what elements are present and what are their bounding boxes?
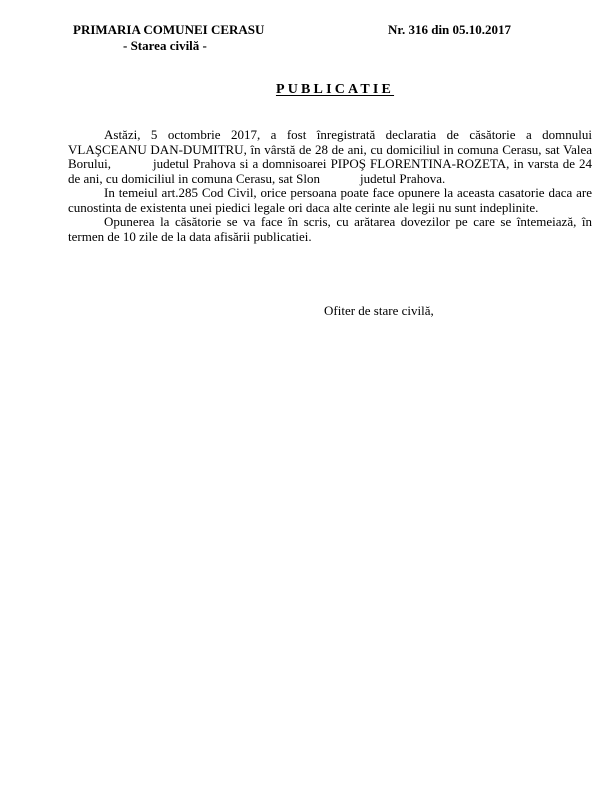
declaration-middle: judetul Prahova si a domnisoarei PIPOŞ FLORENTINA-ROZETA, in varsta de 24 de ani, cu domiciliul in comuna Cerasu, sat Slon — [68, 156, 592, 186]
registration-number: Nr. 316 din 05.10.2017 — [388, 22, 512, 37]
declaration-intro: Astăzi, 5 octombrie 2017, a fost înregistrată declaratia de căsătorie a domnului VLAŞCEANU DAN-DUMITRU, în vârstă de 28 de ani, cu domiciliul in comuna Cerasu, sat Valea Borului, — [68, 127, 592, 171]
page-title: PUBLICATIE — [275, 82, 395, 97]
paragraph-opposition: Opunerea la căsătorie se va face în scris, cu arătarea dovezilor pe care se întemeiază, în termen de 10 zile de la data afisării publicatiei. — [68, 214, 592, 244]
document-body — [68, 128, 592, 244]
institution-name: PRIMARIA COMUNEI CERASU — [73, 22, 265, 37]
signature-line: Ofiter de stare civilă, — [324, 303, 434, 318]
paragraph-declaration — [68, 128, 592, 186]
document-header-institution — [73, 22, 264, 54]
paragraph-legal-basis: In temeiul art.285 Cod Civil, orice persoana poate face opunere la aceasta casatorie daca are cunostinta de existenta unei piedici legale ori daca alte cerinte ale legii nu sunt indeplinite. — [68, 185, 592, 215]
declaration-end: judetul Prahova. — [360, 170, 446, 186]
department-name: - Starea civilă - — [123, 38, 207, 53]
